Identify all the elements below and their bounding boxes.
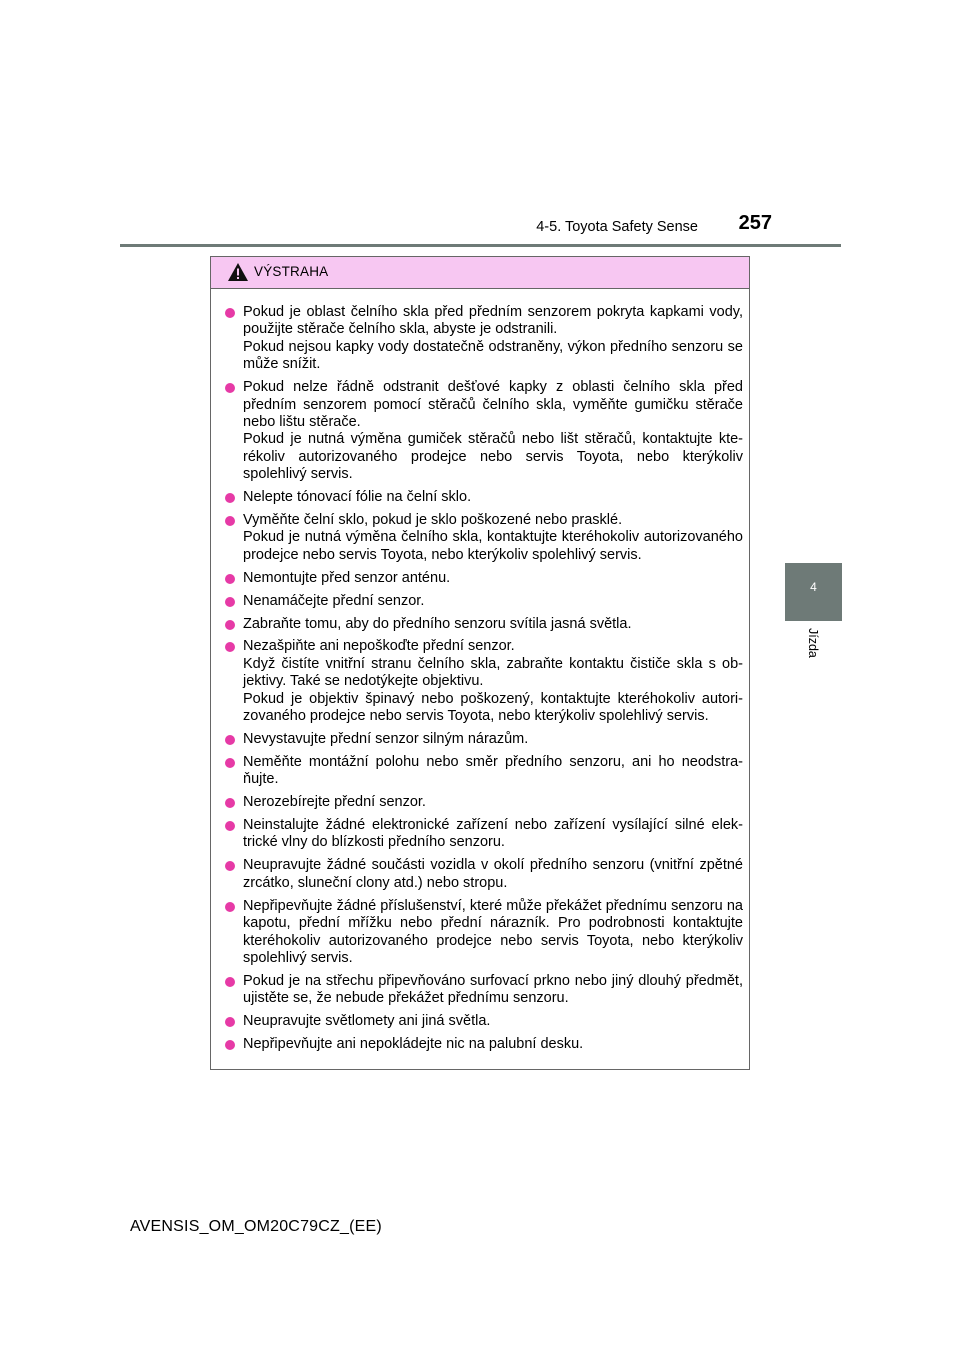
warning-item: [225, 570, 743, 587]
warning-title: VÝSTRAHA: [254, 264, 329, 279]
warning-item-text: Pokud je na střechu připevňováno surfovací prkno nebo jiný dlouhý předmět, ujistěte se, že nebude překážet přednímu senzoru.: [243, 972, 743, 1007]
warning-item: [225, 1013, 743, 1030]
bullet-icon: [225, 493, 235, 503]
warning-item: [225, 817, 743, 852]
bullet-icon: [225, 861, 235, 871]
warning-item-text: Pokud je oblast čelního skla před předním senzorem pokryta kapkami vody, použijte stěrače čelního skla, abyste je odstranili.: [243, 304, 743, 338]
warning-item: [225, 857, 743, 892]
header-divider: [120, 244, 841, 247]
warning-item-text: Vyměňte čelní sklo, pokud je sklo poškozené nebo prasklé.: [243, 511, 623, 528]
warning-item-text: Neupravujte světlomety ani jiná světla.: [243, 1013, 491, 1030]
bullet-icon: [225, 1017, 235, 1027]
warning-item-text: Nevystavujte přední senzor silným nárazům.: [243, 730, 529, 747]
chapter-number: 4: [810, 580, 817, 594]
bullet-icon: [225, 1040, 235, 1050]
warning-item: [225, 638, 743, 725]
warning-item: [225, 731, 743, 748]
bullet-icon: [225, 620, 235, 630]
bullet-icon: [225, 642, 235, 652]
bullet-icon: [225, 574, 235, 584]
bullet-icon: [225, 977, 235, 987]
section-title: 4-5. Toyota Safety Sense: [536, 219, 698, 235]
warning-item: [225, 794, 743, 811]
warning-item-text: Když čistíte vnitřní stranu čelního skla, zabraňte kontaktu čističe skla s objektivy. Také se nedotýkejte objektivu.: [243, 655, 743, 690]
warning-item-text: Nenamáčejte přední senzor.: [243, 592, 425, 609]
warning-header: [211, 257, 749, 289]
warning-item-text: Neupravujte žádné součásti vozidla v okolí předního senzoru (vnitřní zpětné zrcátko, sluneční clony atd.) nebo stropu.: [243, 857, 743, 891]
warning-box: [210, 256, 750, 1070]
warning-item-text: Pokud je objektiv špinavý nebo poškozený, kontaktujte kteréhokoliv autorizovaného prodejce nebo servis Toyota, nebo kterýkoliv spolehlivý servis.: [243, 690, 743, 725]
warning-list: [211, 289, 749, 1053]
warning-item: [225, 898, 743, 968]
page-number: 257: [738, 212, 772, 234]
document-code: AVENSIS_OM_OM20C79CZ_(EE): [130, 1218, 382, 1235]
warning-triangle-icon: [227, 262, 249, 282]
warning-item: [225, 379, 743, 483]
chapter-tab: [785, 563, 842, 621]
warning-item: [225, 489, 743, 506]
warning-item: [225, 1036, 743, 1053]
warning-item-text: Nemontujte před senzor anténu.: [243, 569, 451, 586]
warning-item-text: Pokud nejsou kapky vody dostatečně odstraněny, výkon předního senzoru se může snížit.: [243, 338, 743, 373]
bullet-icon: [225, 821, 235, 831]
bullet-icon: [225, 902, 235, 912]
bullet-icon: [225, 798, 235, 808]
warning-item-text: Nepřipevňujte žádné příslušenství, které může překážet přednímu senzoru na kapotu, přední mřížku nebo přední nárazník. Pro podrobnosti kontaktujte kteréhokoliv autorizovaného prodejce nebo servis Toyota, nebo kterýkoliv spolehlivý servis.: [243, 897, 743, 966]
warning-item-text: Neinstalujte žádné elektronické zařízení nebo zařízení vysílající silné elektrické vlny do blízkosti předního senzoru.: [243, 817, 743, 851]
bullet-icon: [225, 758, 235, 768]
bullet-icon: [225, 383, 235, 393]
warning-item: [225, 512, 743, 564]
warning-item: [225, 593, 743, 610]
bullet-icon: [225, 308, 235, 318]
warning-item: [225, 616, 743, 633]
warning-item-text: Pokud je nutná výměna gumiček stěračů nebo lišt stěračů, kontaktujte kterékoliv autorizovaného prodejce nebo servis Toyota, nebo kterýkoliv spolehlivý servis.: [243, 431, 743, 483]
warning-item-text: Nepřipevňujte ani nepokládejte nic na palubní desku.: [243, 1036, 584, 1053]
warning-item-text: Nelepte tónovací fólie na čelní sklo.: [243, 489, 472, 506]
warning-item: [225, 754, 743, 789]
warning-item-text: Neměňte montážní polohu nebo směr předního senzoru, ani ho neodstraňujte.: [243, 753, 743, 788]
warning-item-text: Nezašpiňte ani nepoškoďte přední senzor.: [243, 638, 515, 655]
bullet-icon: [225, 516, 235, 526]
warning-item: [225, 304, 743, 374]
bullet-icon: [225, 597, 235, 607]
chapter-label: Jízda: [806, 628, 820, 658]
bullet-icon: [225, 735, 235, 745]
warning-item-text: Nerozebírejte přední senzor.: [243, 794, 426, 811]
warning-item-text: Zabraňte tomu, aby do předního senzoru svítila jasná světla.: [243, 615, 632, 632]
warning-item: [225, 973, 743, 1008]
warning-item-text: Pokud je nutná výměna čelního skla, kontaktujte kteréhokoliv autorizovaného prodejce nebo servis Toyota, nebo kterýkoliv spolehlivý servis.: [243, 529, 743, 563]
warning-item-text: Pokud nelze řádně odstranit dešťové kapky z oblasti čelního skla před předním senzorem pomocí stěračů čelního skla, vyměňte gumičku stěrače nebo lištu stěrače.: [243, 379, 743, 430]
